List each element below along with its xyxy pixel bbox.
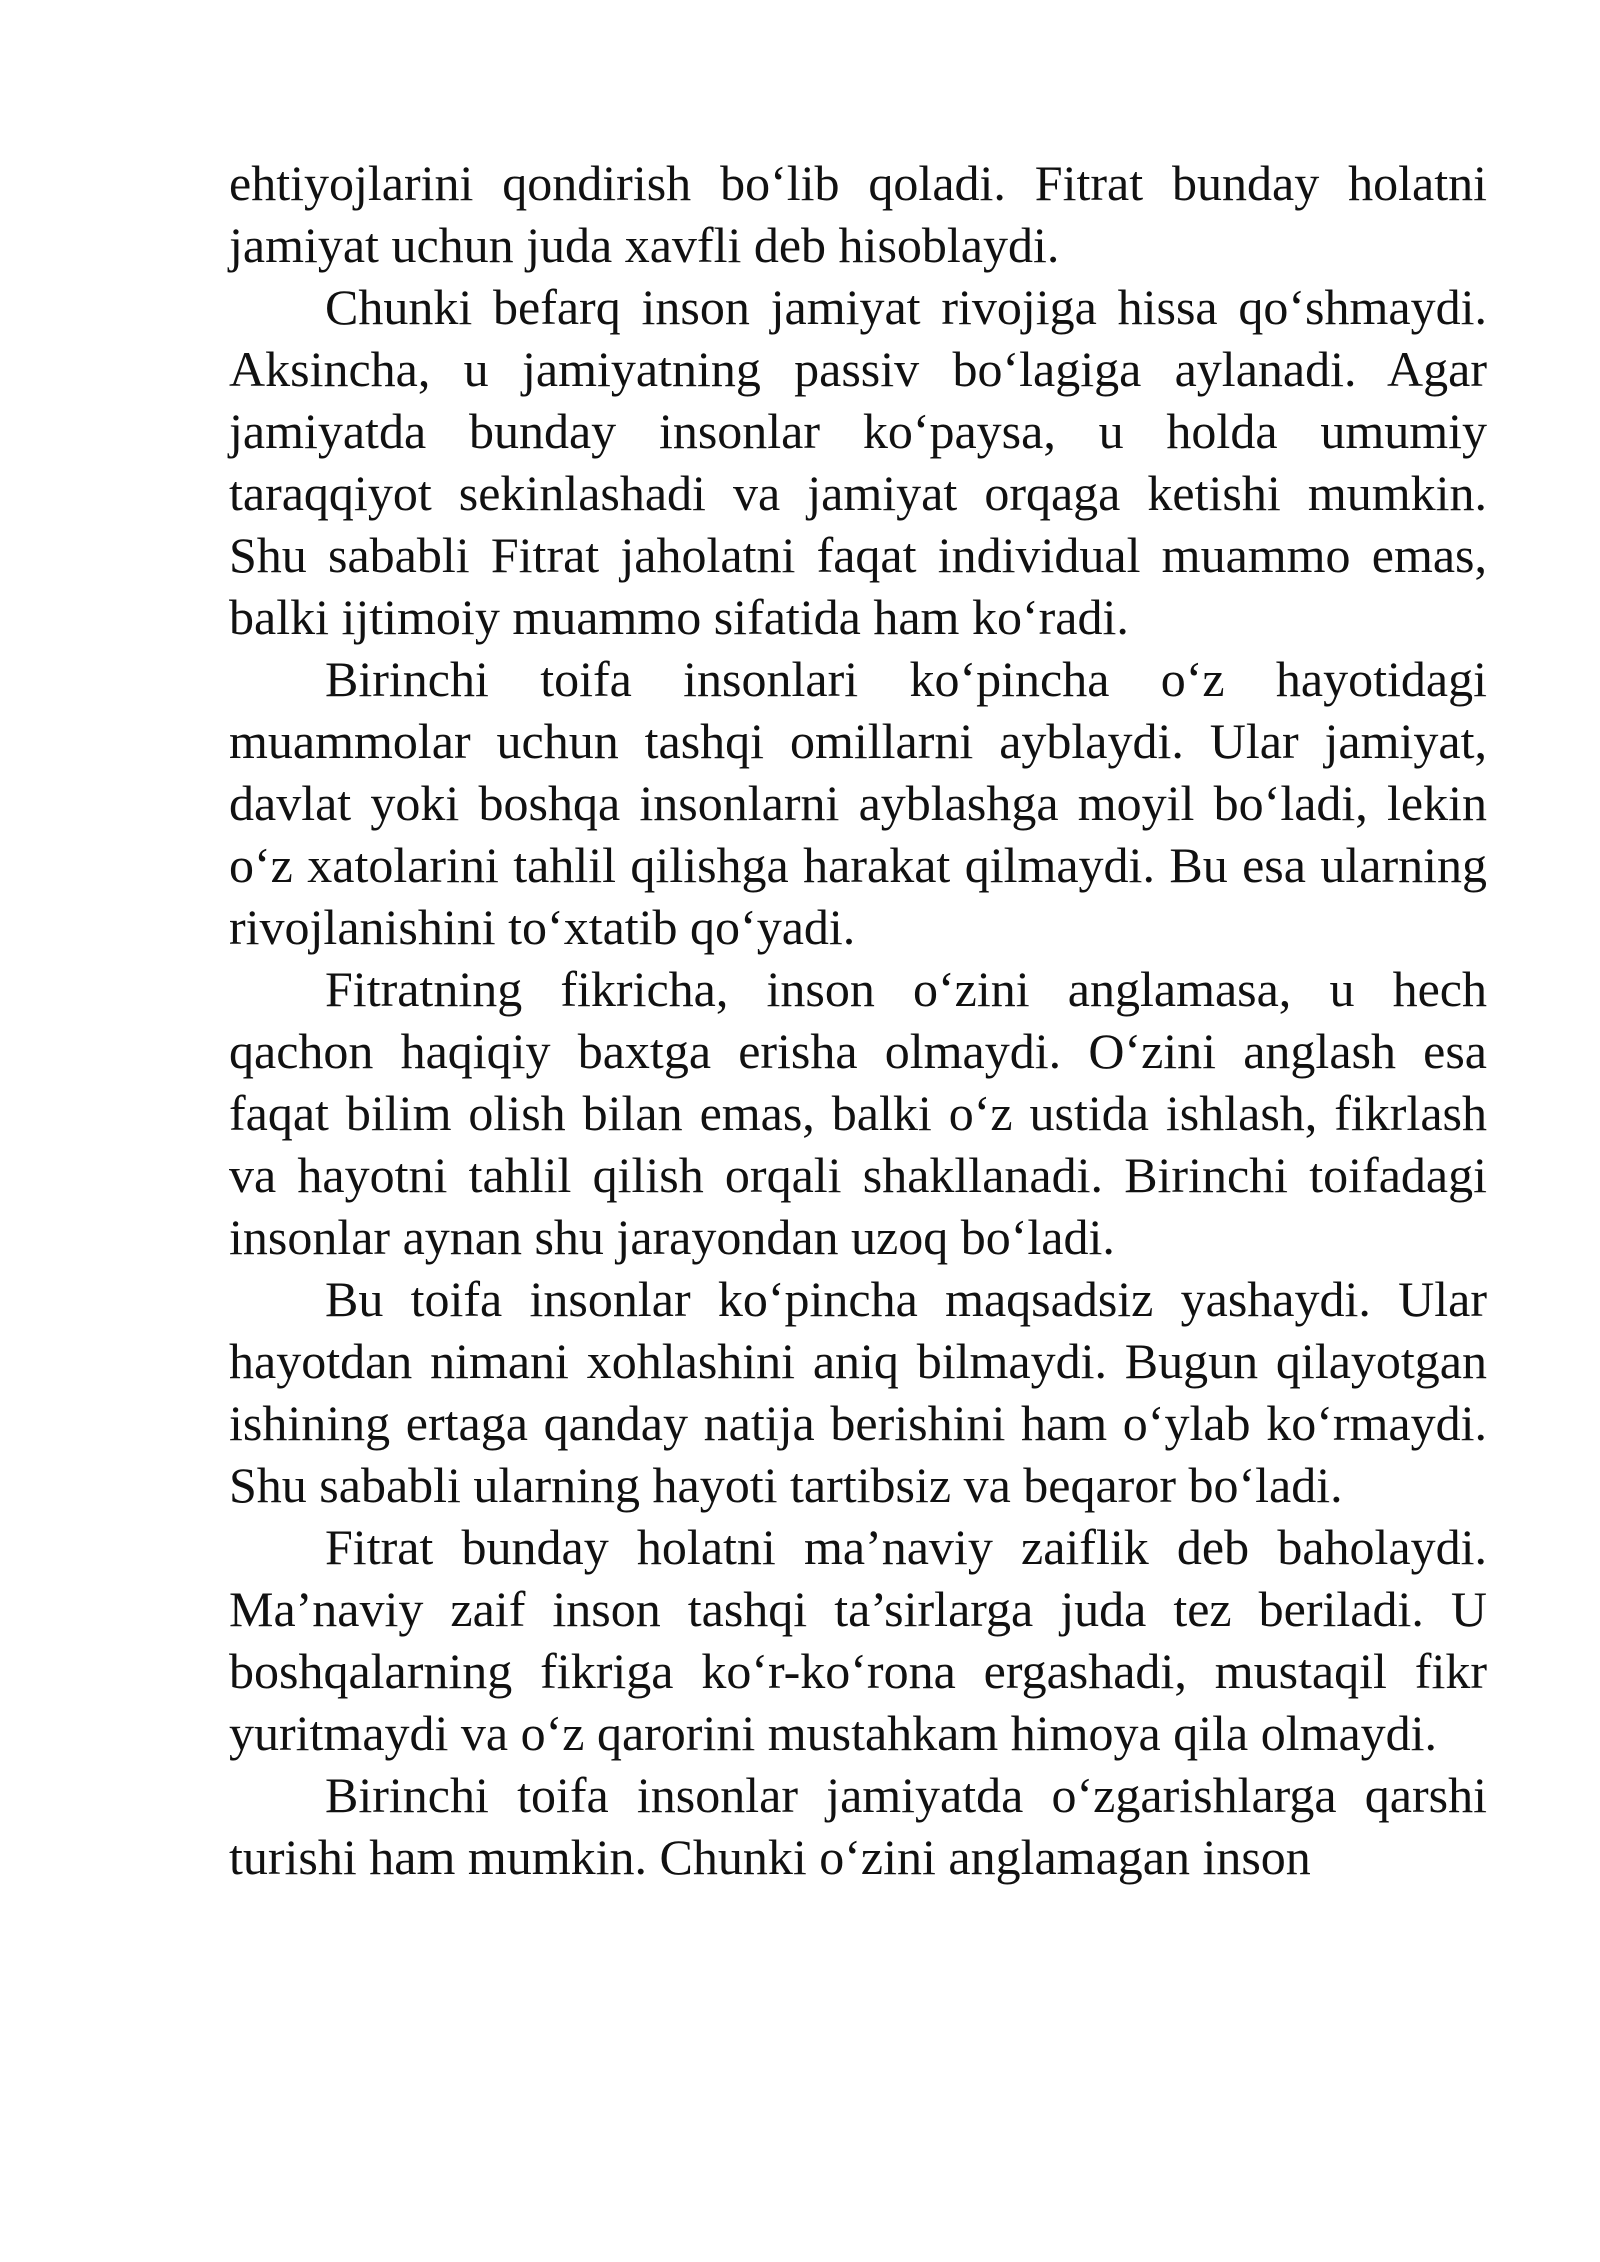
paragraph: Chunki befarq inson jamiyat rivojiga hissa qo‘shmaydi. Aksincha, u jamiyatning passiv bo‘lagiga aylanadi. Agar jamiyatda bunday insonlar ko‘paysa, u holda umumiy taraqqiyot sekinlashadi va jamiyat orqaga ketishi mumkin. Shu sababli Fitrat jaholatni faqat individual muammo emas, balki ijtimoiy muammo sifatida ham ko‘radi. [229,279,1487,645]
paragraph: Fitratning fikricha, inson o‘zini anglamasa, u hech qachon haqiqiy baxtga erisha olmaydi. O‘zini anglash esa faqat bilim olish bilan emas, balki o‘z ustida ishlash, fikrlash va hayotni tahlil qilish orqali shakllanadi. Birinchi toifadagi insonlar aynan shu jarayondan uzoq bo‘ladi. [229,961,1487,1265]
paragraph: Fitrat bunday holatni ma’naviy zaiflik deb baholaydi. Ma’naviy zaif inson tashqi ta’sirlarga juda tez beriladi. U boshqalarning fikriga ko‘r-ko‘rona ergashadi, mustaqil fikr yuritmaydi va o‘z qarorini mustahkam himoya qila olmaydi. [229,1519,1487,1761]
paragraph: Birinchi toifa insonlar jamiyatda o‘zgarishlarga qarshi turishi ham mumkin. Chunki o‘zini anglamagan inson [229,1767,1487,1885]
paragraph: Birinchi toifa insonlari ko‘pincha o‘z hayotidagi muammolar uchun tashqi omillarni ayblaydi. Ular jamiyat, davlat yoki boshqa insonlarni ayblashga moyil bo‘ladi, lekin o‘z xatolarini tahlil qilishga harakat qilmaydi. Bu esa ularning rivojlanishini to‘xtatib qo‘yadi. [229,651,1487,955]
body-text [229,152,1487,1888]
paragraph: Bu toifa insonlar ko‘pincha maqsadsiz yashaydi. Ular hayotdan nimani xohlashini aniq bilmaydi. Bugun qilayotgan ishining ertaga qanday natija berishini ham o‘ylab ko‘rmaydi. Shu sababli ularning hayoti tartibsiz va beqaror bo‘ladi. [229,1271,1487,1513]
paragraph-continued: ehtiyojlarini qondirish bo‘lib qoladi. Fitrat bunday holatni jamiyat uchun juda xavfli deb hisoblaydi. [229,155,1487,273]
